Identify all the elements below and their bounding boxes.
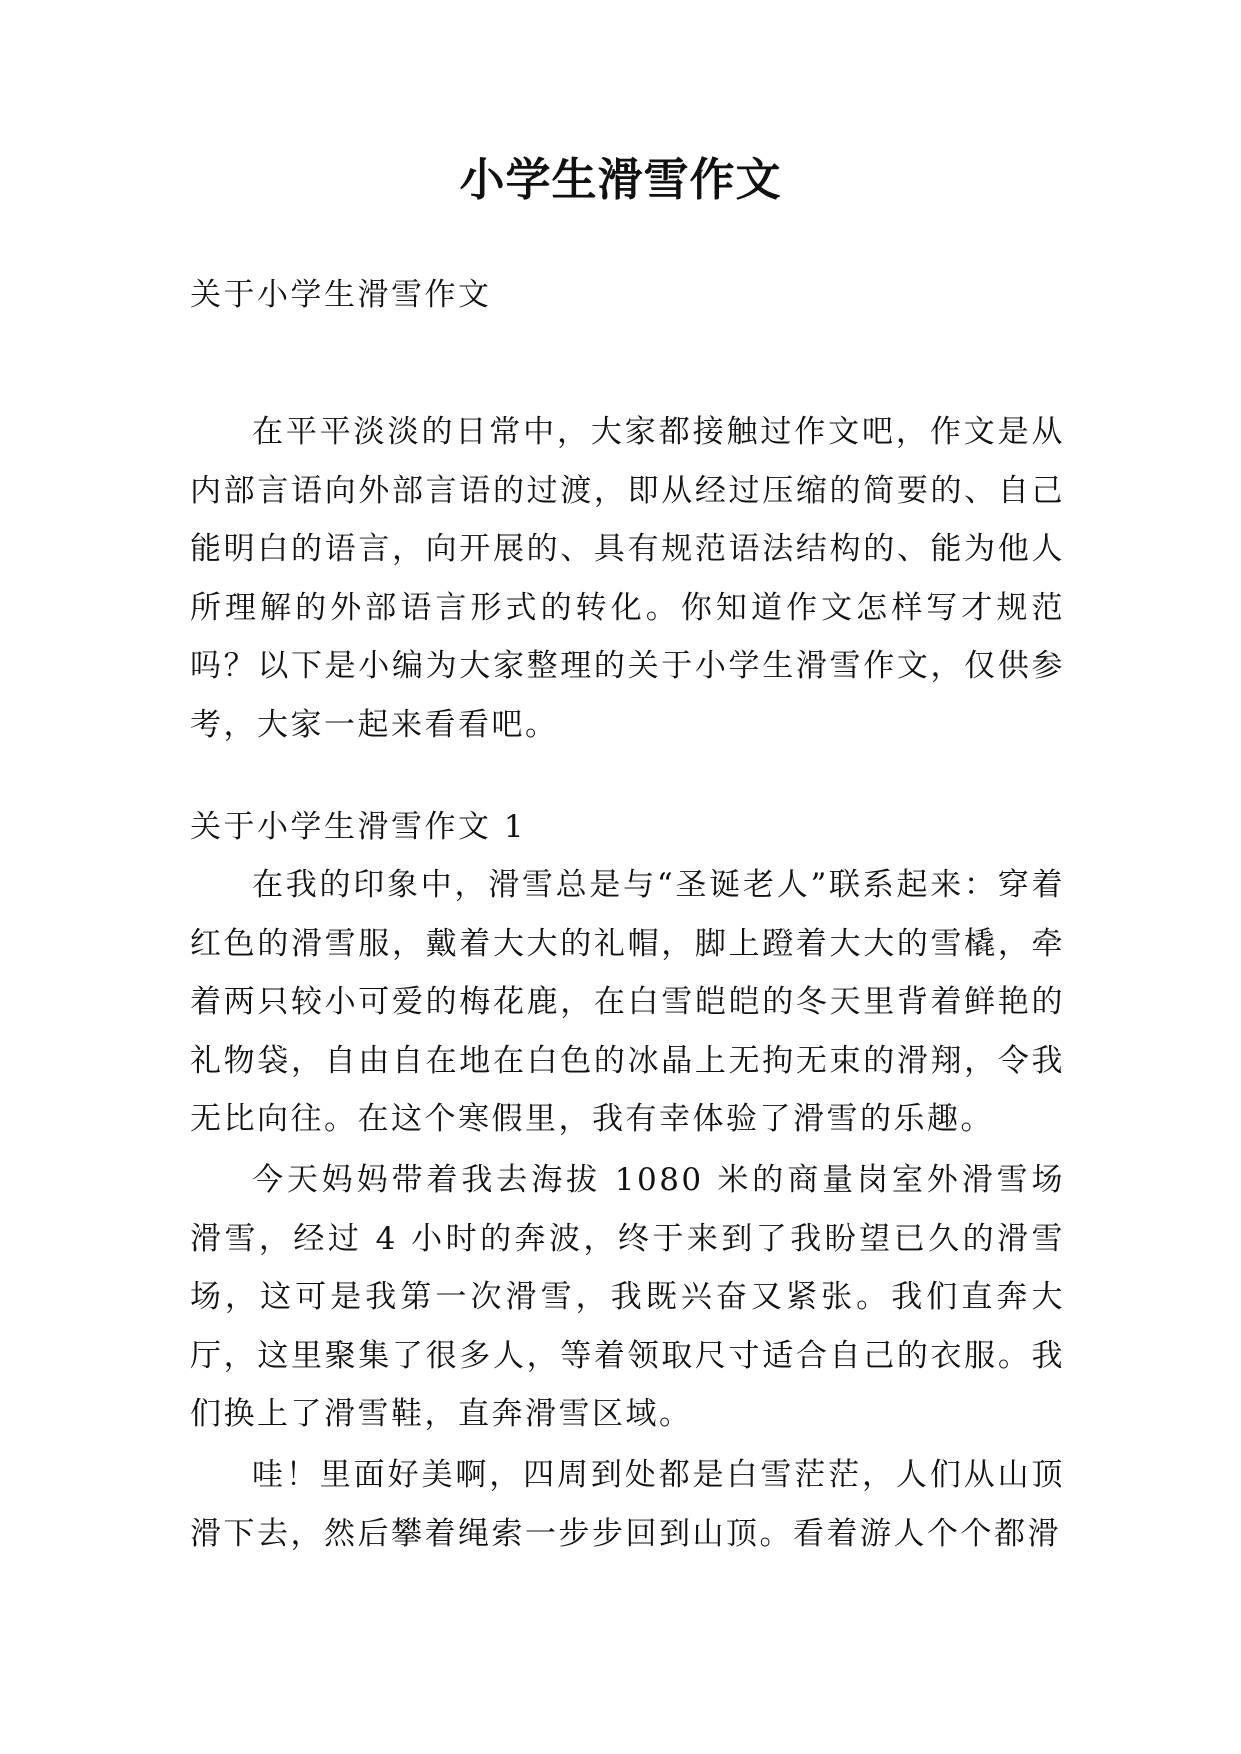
section-heading: 关于小学生滑雪作文 1 [190, 809, 527, 845]
document-subtitle: 关于小学生滑雪作文 [190, 277, 492, 313]
document-title: 小学生滑雪作文 [459, 153, 782, 206]
essay-paragraph: 在我的印象中，滑雪总是与“圣诞老人”联系起来：穿着红色的滑雪服，戴着大大的礼帽，脚上蹬着大大的雪橇，牵着两只较小可爱的梅花鹿，在白雪皑皑的冬天里背着鲜艳的礼物袋，自由自在地在白色的冰晶上无拘无束的滑翔，令我无比向往。在这个寒假里，我有幸体验了滑雪的乐趣。 [190, 867, 1065, 1137]
essay-paragraph: 今天妈妈带着我去海拔 1080 米的商量岗室外滑雪场滑雪，经过 4 小时的奔波，终于来到了我盼望已久的滑雪场，这可是我第一次滑雪，我既兴奋又紧张。我们直奔大厅，这里聚集了很多人，等着领取尺寸适合自己的衣服。我们换上了滑雪鞋，直奔滑雪区域。 [190, 1162, 1065, 1432]
essay-paragraph: 哇！里面好美啊，四周到处都是白雪茫茫，人们从山顶滑下去，然后攀着绳索一步步回到山顶。看着游人个个都滑 [190, 1457, 1065, 1552]
intro-paragraph: 在平平淡淡的日常中，大家都接触过作文吧，作文是从内部言语向外部言语的过渡，即从经过压缩的简要的、自己能明白的语言，向开展的、具有规范语法结构的、能为他人所理解的外部语言形式的转化。你知道作文怎样写才规范吗？以下是小编为大家整理的关于小学生滑雪作文，仅供参考，大家一起来看看吧。 [190, 414, 1065, 743]
